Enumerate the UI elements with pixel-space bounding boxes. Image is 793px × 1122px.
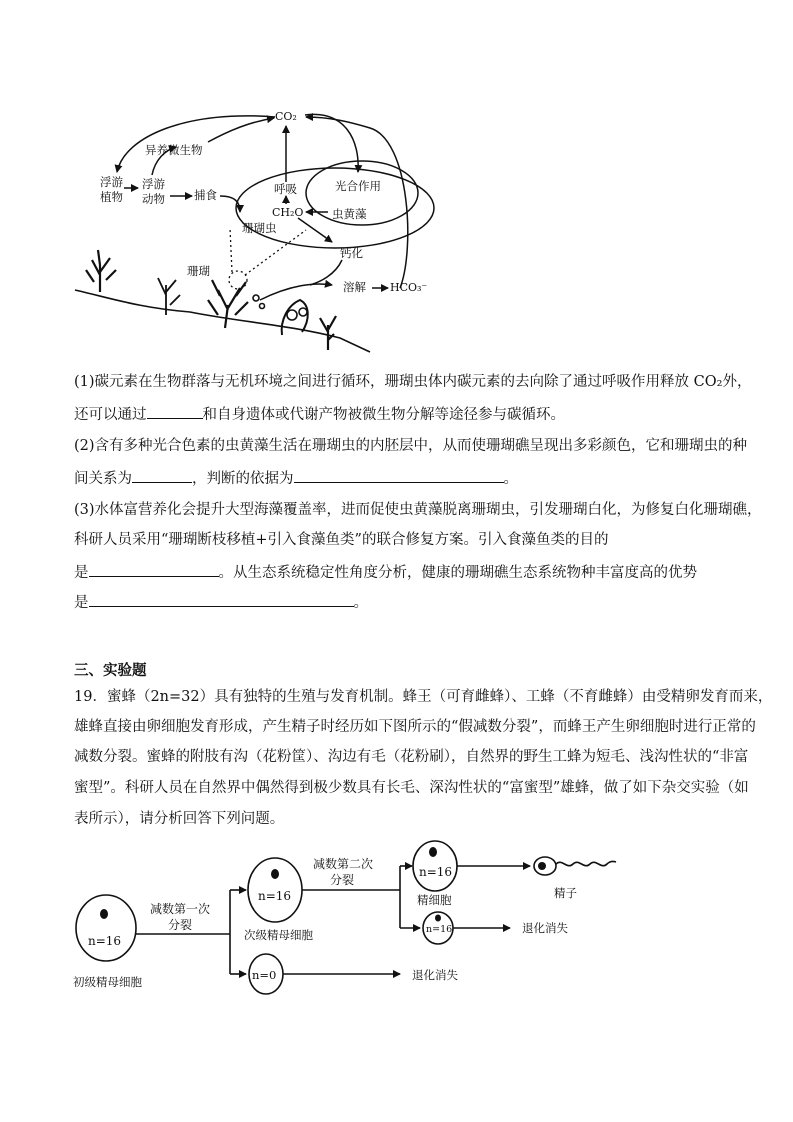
q18-part2-line2 [74, 468, 518, 489]
secondary-n-label: n=16 [258, 889, 292, 903]
answer-blank-2[interactable] [132, 468, 192, 483]
spermatid-nucleus [429, 847, 437, 857]
zoo-label-1: 浮游 [142, 177, 165, 191]
spermatid-label: 精细胞 [417, 893, 452, 907]
q18-part2-line1: (2)含有多种光合色素的虫黄藻生活在珊瑚虫的内胚层中，从而使珊瑚礁呈现出多彩颜色，它和珊瑚虫的种 [74, 438, 748, 454]
sperm-nucleus [538, 862, 546, 870]
photosynthesis-label: 光合作用 [335, 179, 381, 193]
primary-nucleus [100, 909, 108, 919]
q18-part3-prefix2: 是 [74, 595, 89, 611]
q19-line3: 减数分裂。蜜蜂的附肢有沟（花粉筐）、沟边有毛（花粉刷），自然界的野生工蜂为短毛、浅沟性状的“非富 [74, 749, 749, 765]
q18-part3-suffix: 。 [353, 595, 368, 611]
small-nucleus [435, 915, 441, 922]
phyto-label-2: 植物 [100, 190, 123, 204]
answer-blank-5[interactable] [89, 592, 354, 607]
primary-cell-label: 初级精母细胞 [73, 975, 142, 989]
hco3-label: HCO₃⁻ [390, 281, 428, 294]
q18-part3-line2: 科研人员采用“珊瑚断枝移植+引入食藻鱼类”的联合修复方案。引入食藻鱼类的目的 [74, 532, 609, 548]
answer-blank-1[interactable] [147, 404, 203, 419]
q18-part1-line1: (1)碳元素在生物群落与无机环境之间进行循环，珊瑚虫体内碳元素的去向除了通过呼吸作用释放 CO₂外， [74, 374, 752, 390]
phyto-label-1: 浮游 [100, 175, 123, 189]
q18-part3-line3 [74, 562, 697, 583]
first-division-label: 减数第一次 [150, 902, 211, 916]
q18-part1-line2 [74, 404, 565, 425]
q18-part3-line1: (3)水体富营养化会提升大型海藻覆盖率，进而促使虫黄藻脱离珊瑚虫，引发珊瑚白化，为修复白化珊瑚礁， [74, 502, 762, 518]
q18-part2-mid: ，判断的依据为 [192, 471, 294, 487]
zero-n-label: n=0 [252, 968, 277, 982]
q18-part3-line4 [74, 592, 368, 613]
meiosis-diagram [70, 830, 630, 1005]
q19-line2: 雄蜂直接由卵细胞发育形成，产生精子时经历如下图所示的“假减数分裂”，而蜂王产生卵细胞时进行正常的 [74, 719, 756, 735]
first-division-label-2: 分裂 [168, 918, 193, 932]
second-division-label: 减数第二次 [313, 857, 374, 871]
zoo-label-2: 动物 [142, 192, 165, 206]
predation-label: 捕食 [194, 188, 217, 202]
seabed-illustration [75, 250, 370, 352]
secondary-cell-label: 次级精母细胞 [244, 928, 313, 942]
coral-label: 珊瑚 [187, 264, 210, 278]
q18-part2-prefix: 间关系为 [74, 471, 132, 487]
spermatid-n-label: n=16 [419, 865, 453, 879]
q19-line5: 表所示），请分析回答下列问题。 [74, 811, 285, 827]
sperm-tail [556, 861, 616, 865]
heterotrophs-label: 异养微生物 [145, 143, 203, 157]
small-n-label: n=16 [426, 924, 453, 935]
q18-part3-prefix: 是 [74, 565, 89, 581]
degenerate-label-1: 退化消失 [412, 968, 458, 982]
q18-part3-mid: 。从生态系统稳定性角度分析，健康的珊瑚礁生态系统物种丰富度高的优势 [218, 565, 697, 581]
respiration-label: 呼吸 [274, 182, 297, 196]
q18-part2-suffix: 。 [503, 471, 518, 487]
co2-label: CO₂ [275, 110, 297, 123]
sperm-label: 精子 [554, 886, 577, 900]
ch2o-label: CH₂O [272, 206, 304, 219]
second-division-label-2: 分裂 [330, 873, 355, 887]
answer-blank-3[interactable] [294, 468, 504, 483]
q19-line4: 蜜型”。科研人员在自然界中偶然得到极少数具有长毛、深沟性状的“富蜜型”雄蜂，做了如下杂交实验（如 [74, 780, 749, 796]
calcification-label: 钙化 [340, 246, 363, 260]
coral-polyp-label: 珊瑚虫 [242, 221, 277, 235]
primary-cell [76, 895, 136, 961]
carbon-cycle-diagram [70, 100, 440, 362]
q18-part1-suffix: 和自身遗体或代谢产物被微生物分解等途径参与碳循环。 [202, 407, 565, 423]
zooxanthellae-label: 虫黄藻 [332, 207, 367, 221]
answer-blank-4[interactable] [89, 562, 219, 577]
section-title: 三、实验题 [74, 663, 147, 679]
q18-part1-prefix: 还可以通过 [74, 407, 147, 423]
degenerate-label-2: 退化消失 [522, 921, 568, 935]
q19-line1: 19．蜜蜂（2n=32）具有独特的生殖与发育机制。蜂王（可育雌蜂）、工蜂（不育雌蜂）由受精卵发育而来， [74, 689, 773, 705]
secondary-nucleus [271, 869, 279, 879]
dissolution-label: 溶解 [343, 280, 366, 294]
primary-n-label: n=16 [88, 934, 122, 948]
